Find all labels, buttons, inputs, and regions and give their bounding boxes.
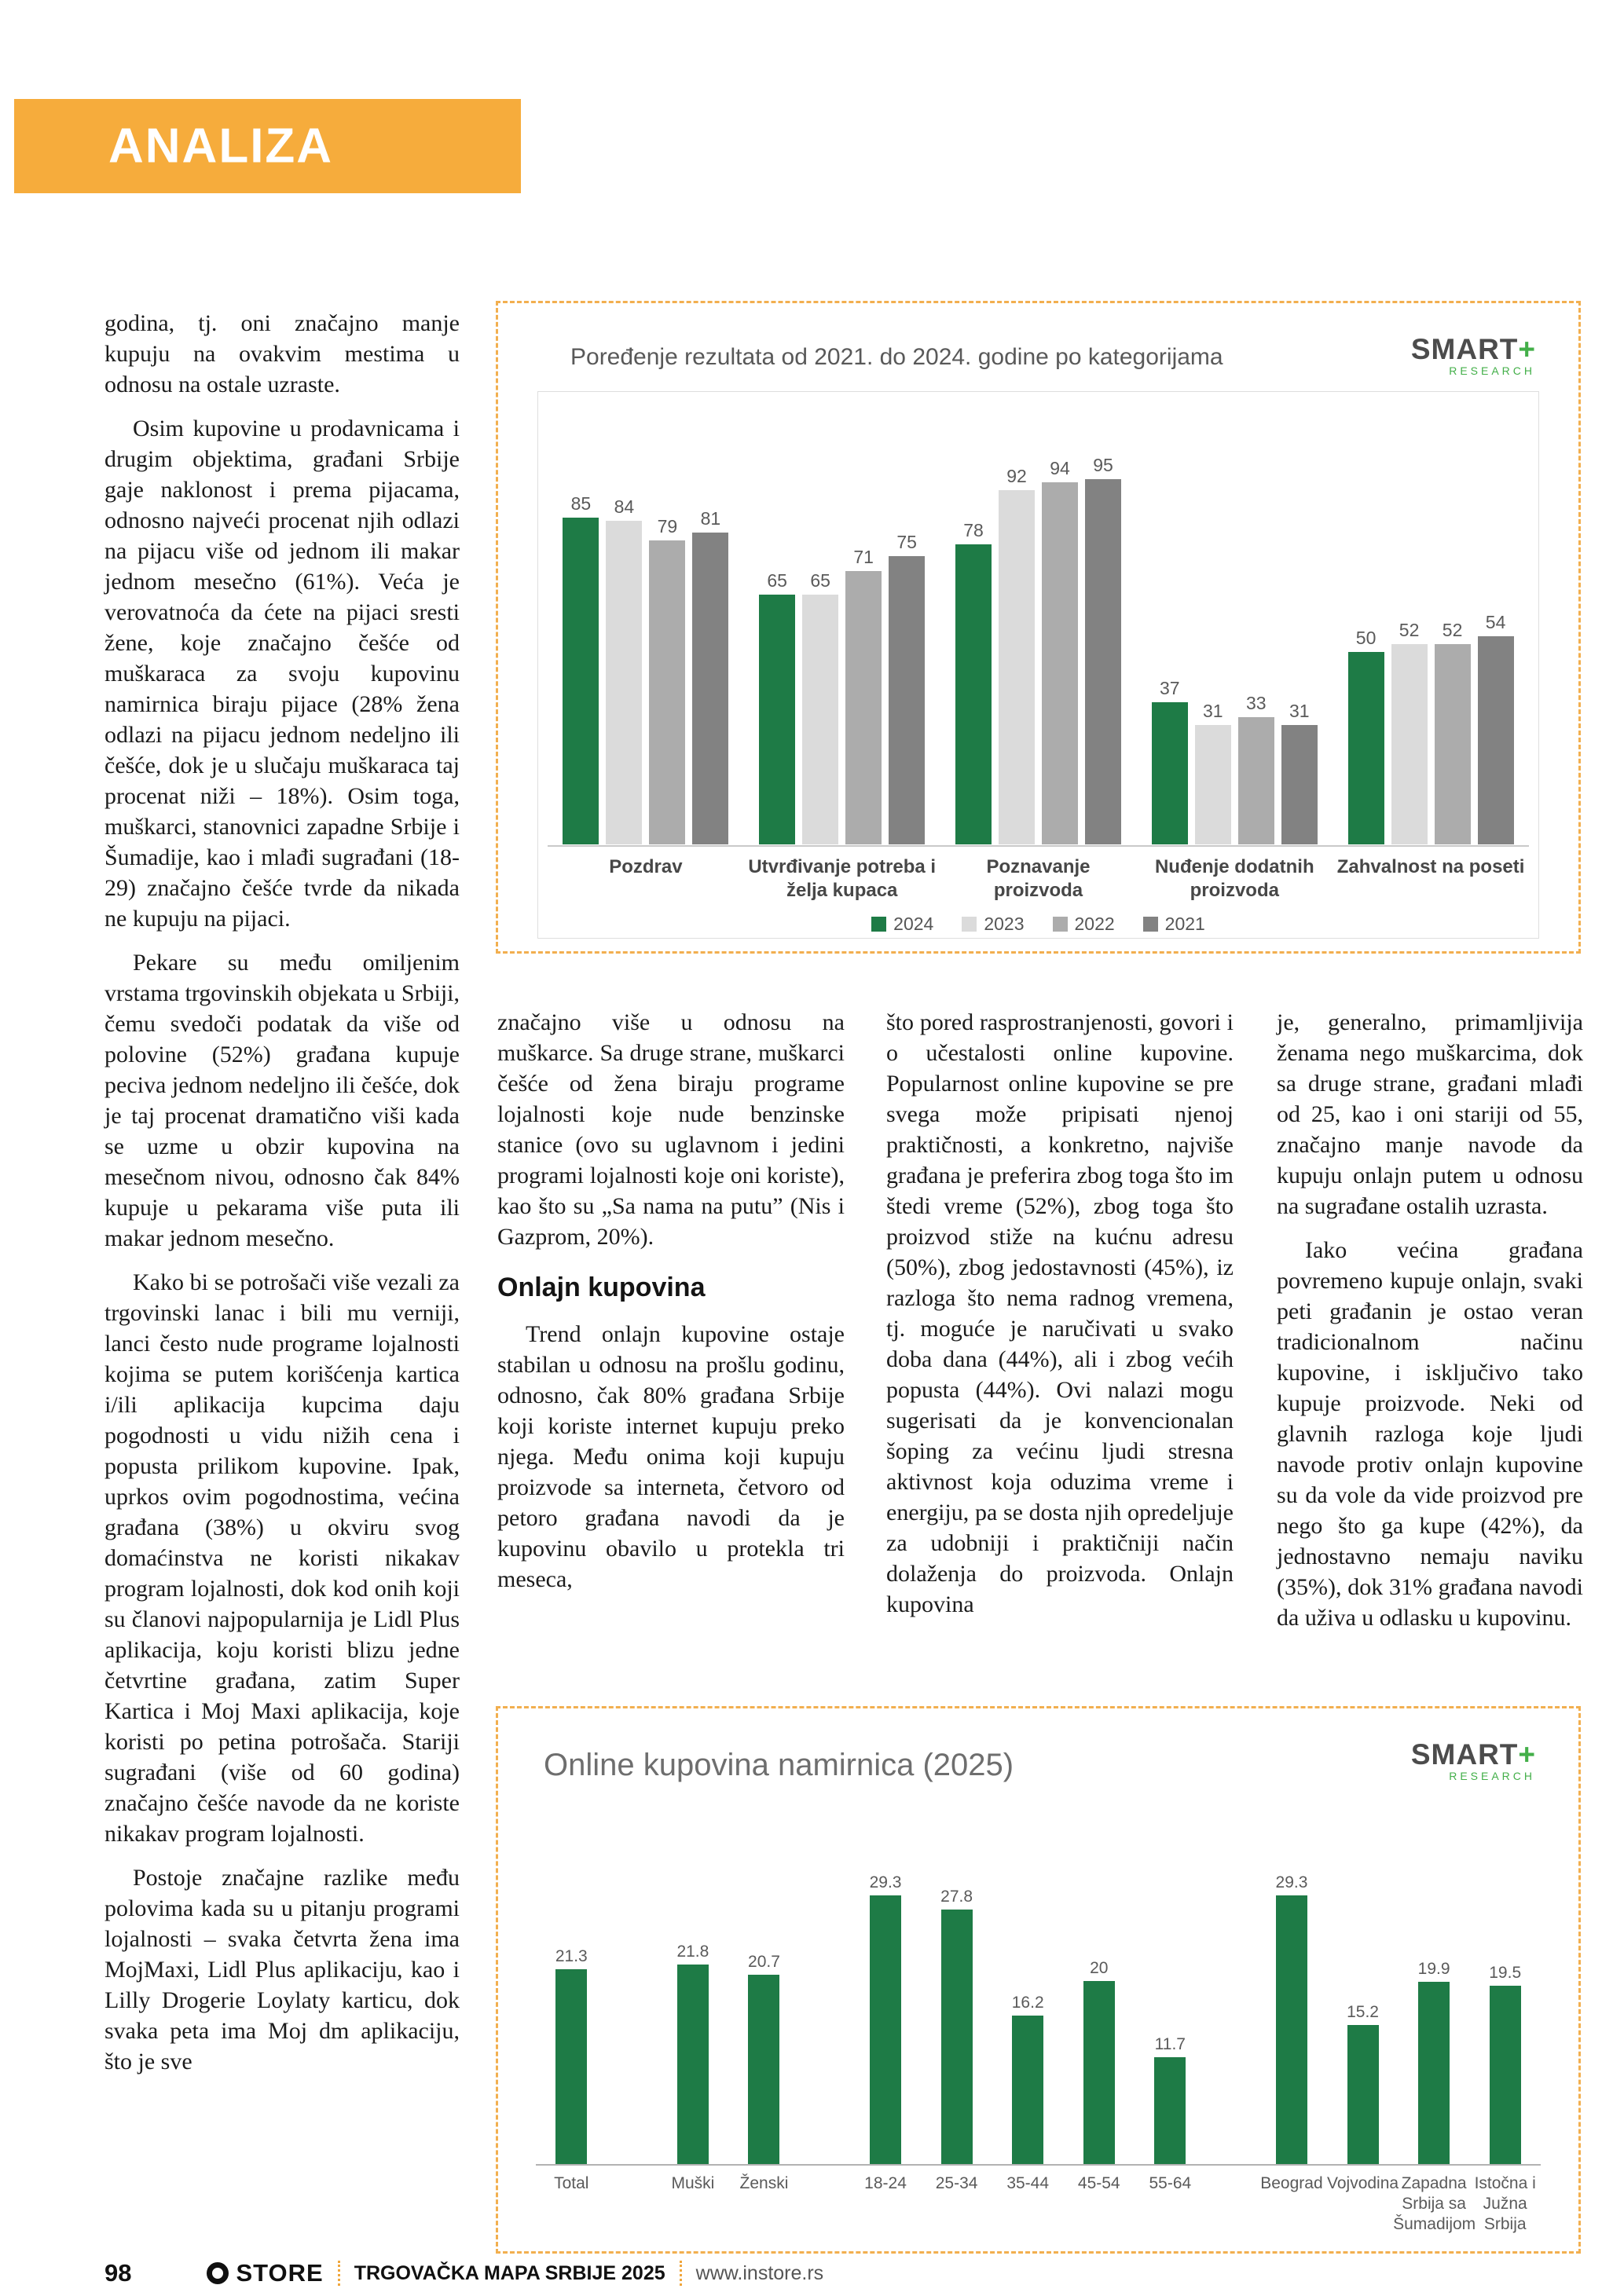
bar-value-label: 52 [1442, 620, 1463, 641]
bar-cluster [563, 405, 728, 844]
bar [1154, 2057, 1186, 2165]
category-label: Istočna i Južna Srbija [1474, 2174, 1536, 2233]
bar [1281, 725, 1318, 844]
smart-research-logo [1411, 1740, 1535, 1782]
legend-label: 2023 [984, 914, 1025, 934]
chart1-category-group [548, 405, 744, 912]
bar-column [1391, 620, 1428, 844]
bar-column [889, 532, 925, 845]
category-label: Beograd [1260, 2174, 1323, 2192]
chart-online-kupovina [496, 1706, 1581, 2254]
chart2-group [850, 1850, 1206, 2246]
chart1-plot [548, 405, 1529, 912]
bar-cell [728, 1850, 800, 2246]
chart-title: Online kupovina namirnica (2025) [544, 1748, 1014, 1782]
bar-value-label: 84 [614, 496, 635, 518]
bar-value-label: 37 [1159, 677, 1180, 698]
paragraph: značajno više u odnosu na muškarce. Sa druge strane, muškarci češće od žena biraju programe lojalnosti koje nude benzinske stanice (ovo su uglavnom i jedini programi lojalnosti koje oni koriste), kao što su „Sa nama na putu” (Nis i Gazprom, 20%). [497, 1009, 845, 1250]
bar [889, 556, 925, 845]
bar-cell [1063, 1850, 1135, 2246]
subheading-onlajn-kupovina: Onlajn kupovina [497, 1273, 706, 1302]
legend-label: 2021 [1164, 914, 1205, 934]
bar [845, 571, 882, 844]
bar [606, 521, 642, 844]
bar [563, 518, 599, 845]
bar-value-label: 75 [896, 531, 917, 552]
bar [1490, 1986, 1521, 2165]
bar-value-label: 81 [700, 508, 721, 529]
bar [748, 1975, 779, 2165]
smart-logo-research-text: RESEARCH [1449, 1770, 1535, 1782]
bar-zone [1276, 1850, 1308, 2164]
instore-logo-icon [207, 2262, 229, 2284]
bar-value-label: 15.2 [1347, 2002, 1379, 2021]
bar-column [1085, 455, 1121, 845]
category-label: 35-44 [1006, 2174, 1050, 2192]
bar-column [1478, 612, 1514, 844]
bar-cell [1256, 1850, 1328, 2246]
bar-cell [1327, 1850, 1399, 2246]
bar-cell [1393, 1850, 1476, 2246]
chart1-category-group [1136, 405, 1333, 912]
bar-column [955, 520, 992, 844]
legend-swatch-icon [1053, 917, 1068, 932]
bar-value-label: 21.3 [555, 1946, 588, 1965]
bar [1418, 1982, 1450, 2164]
bar-value-label: 27.8 [940, 1887, 973, 1906]
bar [870, 1895, 901, 2164]
bar-column [802, 570, 838, 845]
bar-value-label: 92 [1006, 466, 1027, 487]
bar-value-label: 50 [1355, 628, 1377, 648]
paragraph: Pekare su među omiljenim vrstama trgovinskih objekata u Srbiji, čemu svedoči podatak da više od polovine (52%) građana kupuje peciva jednom nedeljno ili češće, dok je taj procenat dramatično viši kada se uzme u obzir kupovina na mesečnom nivou, odnosno čak 84% kupuje u pekarama više puta ili makar jednom mesečno. [104, 950, 460, 1251]
smart-logo-plus-icon: + [1518, 333, 1535, 365]
bar [1348, 652, 1384, 844]
footer-url: www.instore.rs [695, 2261, 824, 2284]
bar [1195, 725, 1231, 844]
bar-value-label: 11.7 [1154, 2034, 1186, 2053]
bar-column [1042, 458, 1078, 844]
bar-value-label: 16.2 [1011, 1994, 1044, 2012]
bar-cell [1469, 1850, 1541, 2246]
bar-value-label: 19.5 [1489, 1963, 1522, 1982]
category-label: Nuđenje dodatnih proizvoda [1154, 856, 1314, 901]
bar-value-label: 78 [963, 519, 984, 540]
bar [1435, 644, 1471, 844]
bar [802, 595, 838, 845]
category-label: 18-24 [864, 2174, 907, 2192]
article-column-4 [1277, 1007, 1583, 1646]
bar-column [1195, 701, 1231, 844]
instore-logo [207, 2259, 323, 2287]
category-label: Total [554, 2174, 589, 2192]
category-label: 25-34 [935, 2174, 978, 2192]
bar [955, 544, 992, 844]
smart-logo-text: SMART [1410, 1738, 1519, 1771]
legend-swatch-icon [1143, 917, 1158, 932]
bar-value-label: 33 [1245, 693, 1267, 714]
paragraph: Iako većina građana povremeno kupuje onlajn, svaki peti građanin je ostao veran tradicionalnom načinu kupovine, i isključivo tako kupuje proizvode. Neki od glavnih razloga koje ljudi navode protiv onlajn kupovine su da vole da vide proizvod pre nego što ga kupe (42%), da jednostavno nemaju naviku (35%), dok 31% građana navodi da uživa u odlasku u kupovinu. [1277, 1237, 1583, 1631]
bar-cell [850, 1850, 922, 2246]
legend-swatch-icon [871, 917, 886, 932]
bar-column [1348, 628, 1384, 844]
bar-zone [748, 1850, 780, 2164]
footer-divider [338, 2261, 340, 2286]
bar [1083, 1981, 1115, 2164]
bar-cell [992, 1850, 1064, 2246]
smart-logo-research-text: RESEARCH [1449, 364, 1535, 377]
bar-value-label: 31 [1289, 701, 1310, 722]
paragraph: Kako bi se potrošači više vezali za trgovinski lanac i bili mu verniji, lanci često nude programe lojalnosti kojima se putem korišćenja kartica i/ili aplikacija kupcima daju pogodnosti u vidu nižih cena i popusta prilikom kupovine. Ipak, uprkos ovim pogodnostima, većina građana (38%) u okviru svog domaćinstva ne koristi nikakav program lojalnosti, dok kod onih koji su članovi najpopularnija je Lidl Plus aplikacija, koju koristi blizu jedne četvrtine građana, zatim Super Kartica i Moj Maxi aplikacija, koje koristi po petina potrošača. Stariji sugrađani (više od 60 godina) značajno češće navode da ne koriste nikakav program lojalnosti. [104, 1269, 460, 1847]
bar-zone [1012, 1850, 1044, 2164]
bar-column [1152, 678, 1188, 844]
bar [677, 1965, 709, 2164]
footer-title: TRGOVAČKA MAPA SRBIJE 2025 [354, 2261, 665, 2284]
article-column-1 [104, 308, 460, 2090]
bar-column [649, 516, 685, 844]
bar-zone [1489, 1850, 1521, 2164]
bar-value-label: 29.3 [869, 1873, 902, 1892]
x-axis-line [548, 845, 1529, 847]
bar [1347, 2025, 1379, 2164]
article-column-2 [497, 1007, 845, 1608]
chart2-group [658, 1850, 800, 2246]
article-column-3 [886, 1007, 1234, 1633]
chart-comparison-2021-2024 [496, 301, 1581, 954]
bar-value-label: 29.3 [1275, 1873, 1308, 1892]
chart1-category-group [1333, 405, 1529, 912]
category-label: Ženski [739, 2174, 789, 2192]
chart2-group [536, 1850, 607, 2246]
bar [1238, 717, 1274, 844]
bar-zone [1154, 1850, 1186, 2164]
chart2-group [1256, 1850, 1541, 2246]
legend-item [1053, 914, 1115, 935]
bar-zone [940, 1850, 973, 2164]
legend-label: 2024 [893, 914, 934, 934]
paragraph: što pored rasprostranjenosti, govori i o učestalosti online kupovine. Popularnost online kupovine se pre svega može pripisati njenoj praktičnosti, a konkretno, najviše građana je preferira zbog toga što im štedi vreme (52%), zbog toga što proizvod stiže na kućnu adresu (50%), zbog jedostavnosti (45%), iz razloga što nema radnog vremena, tj. moguće je naručivati u svako doba dana (44%), ali i zbog većih popusta (44%). Ovi nalazi mogu sugerisati da je konvencionalan šoping za većinu ljudi stresna aktivnost koja oduzima vreme i energiju, pa se dosta njih opredeljuje za udobniji i praktičniji način dolaženja do proizvoda. Onlajn kupovina [886, 1009, 1234, 1617]
bar-cluster [1152, 405, 1318, 844]
bar-value-label: 20.7 [748, 1952, 780, 1971]
bar-value-label: 54 [1485, 612, 1506, 633]
chart1-category-group [744, 405, 940, 912]
smart-logo-text: SMART [1410, 333, 1519, 365]
bar-value-label: 85 [570, 493, 592, 514]
legend-item [871, 914, 933, 935]
bar-column [1435, 620, 1471, 844]
paragraph: je, generalno, primamljivija ženama nego muškarcima, dok sa druge strane, građani mlađi od 25, kao i oni stariji od 55, značajno manje navode da kupuju onlajn putem u odnosu na sugrađane ostalih uzrasta. [1277, 1009, 1583, 1219]
bar [1478, 636, 1514, 844]
category-label: 55-64 [1149, 2174, 1192, 2192]
bar [1276, 1895, 1307, 2164]
chart1-category-group [940, 405, 1137, 912]
category-label: Zahvalnost na poseti [1336, 856, 1525, 877]
brand-name: STORE [236, 2259, 324, 2287]
bar-cell [658, 1850, 729, 2246]
legend-swatch-icon [962, 917, 977, 932]
bar-column [606, 496, 642, 844]
category-label: Muški [671, 2174, 715, 2192]
legend-item [1143, 914, 1205, 935]
bar-value-label: 65 [810, 569, 830, 591]
bar-cluster [759, 405, 925, 844]
bar-zone [676, 1850, 709, 2164]
category-label: Vojvodina [1327, 2174, 1399, 2192]
bar [999, 490, 1035, 844]
chart1-legend [548, 914, 1529, 935]
footer-divider [680, 2261, 682, 2286]
bar-zone [1083, 1850, 1115, 2164]
bar-column [692, 508, 728, 844]
bar-zone [1347, 1850, 1379, 2164]
bar-zone [555, 1850, 588, 2164]
smart-research-logo [1411, 335, 1535, 376]
legend-item [962, 914, 1024, 935]
category-label: Poznavanje proizvoda [986, 856, 1091, 901]
bar-column [563, 493, 599, 845]
bar-cell [1135, 1850, 1206, 2246]
bar [1042, 482, 1078, 844]
chart1-frame [537, 391, 1539, 939]
category-label: 45-54 [1077, 2174, 1120, 2192]
bar-value-label: 94 [1050, 458, 1070, 479]
bar [649, 540, 685, 844]
bar [1152, 702, 1188, 844]
bar-value-label: 65 [767, 569, 787, 591]
bar-cell [921, 1850, 992, 2246]
bar-value-label: 20 [1090, 1958, 1109, 1977]
paragraph: Postoje značajne razlike među polovima kada su u pitanju programi lojalnosti – svaka četvrta žena ima MojMaxi, Lidl Plus aplikaciju, kao i Lilly Drogerie Loylaty karticu, dok svaka peta ima Moj dm aplikaciju, što je sve [104, 1865, 460, 2074]
bar [692, 533, 728, 844]
bar-cell [536, 1850, 607, 2246]
bar [1012, 2016, 1043, 2164]
bar-column [1281, 701, 1318, 844]
bar-value-label: 31 [1202, 701, 1223, 722]
smart-logo-plus-icon: + [1518, 1738, 1535, 1771]
bar-value-label: 79 [657, 515, 678, 536]
category-label: Pozdrav [609, 856, 683, 877]
chart-title: Poređenje rezultata od 2021. do 2024. godine po kategorijama [570, 344, 1223, 370]
category-label: Zapadna Srbija sa Šumadijom [1393, 2174, 1476, 2233]
bar-cluster [955, 405, 1121, 844]
paragraph: Trend onlajn kupovine ostaje stabilan u odnosu na prošlu godinu, odnosno, čak 80% građana Srbije koji koriste internet kupuju preko njega. Među onima koji kupuju proizvode sa interneta, četvoro od petoro građana navodi da je kupovinu obavilo u protekla tri meseca, [497, 1321, 845, 1592]
paragraph: godina, tj. oni značajno manje kupuju na ovakvim mestima u odnosu na ostale uzraste. [104, 310, 460, 397]
bar-value-label: 95 [1093, 454, 1113, 475]
legend-label: 2022 [1074, 914, 1115, 934]
chart2-plot [536, 1850, 1541, 2246]
bar-cluster [1348, 405, 1514, 844]
bar-value-label: 52 [1399, 620, 1420, 641]
bar-zone [1418, 1850, 1450, 2164]
bar-column [845, 547, 882, 844]
page-number: 98 [104, 2259, 132, 2287]
page-footer [104, 2259, 823, 2287]
bar [1391, 644, 1428, 844]
x-axis-line [536, 2164, 1541, 2166]
bar [759, 595, 795, 845]
bar-column [1238, 693, 1274, 844]
paragraph: Osim kupovine u prodavnicama i drugim objektima, građani Srbije gaje naklonost i prema pijacama, odnosno najveći procenat njih odlazi na pijacu više od jednom ili makar jednom mesečno (61%). Veća je verovatnoća da ćete na pijaci sresti žene, koje značajno češće od muškaraca za svoju kupovinu namirnica biraju pijace (28% žena odlazi na pijacu jednom nedeljno ili češće, dok je u slučaju muškaraca taj procenat niži – 18%). Osim toga, muškarci, stanovnici zapadne Srbije i Šumadije, kao i mlađi sugrađani (18-29) značajno češće tvrde da nikada ne kupuju na pijaci. [104, 416, 460, 932]
bar-value-label: 19.9 [1417, 1959, 1450, 1978]
bar-column [999, 466, 1035, 844]
bar-column [759, 570, 795, 845]
category-label: Utvrđivanje potreba i želja kupaca [748, 856, 937, 901]
bar [1085, 479, 1121, 845]
bar-value-label: 71 [853, 547, 874, 568]
bar-zone [870, 1850, 902, 2164]
section-tab [14, 99, 521, 193]
section-title: ANALIZA [108, 119, 334, 174]
bar [941, 1910, 973, 2164]
bar [555, 1969, 587, 2165]
bar-value-label: 21.8 [676, 1942, 709, 1961]
